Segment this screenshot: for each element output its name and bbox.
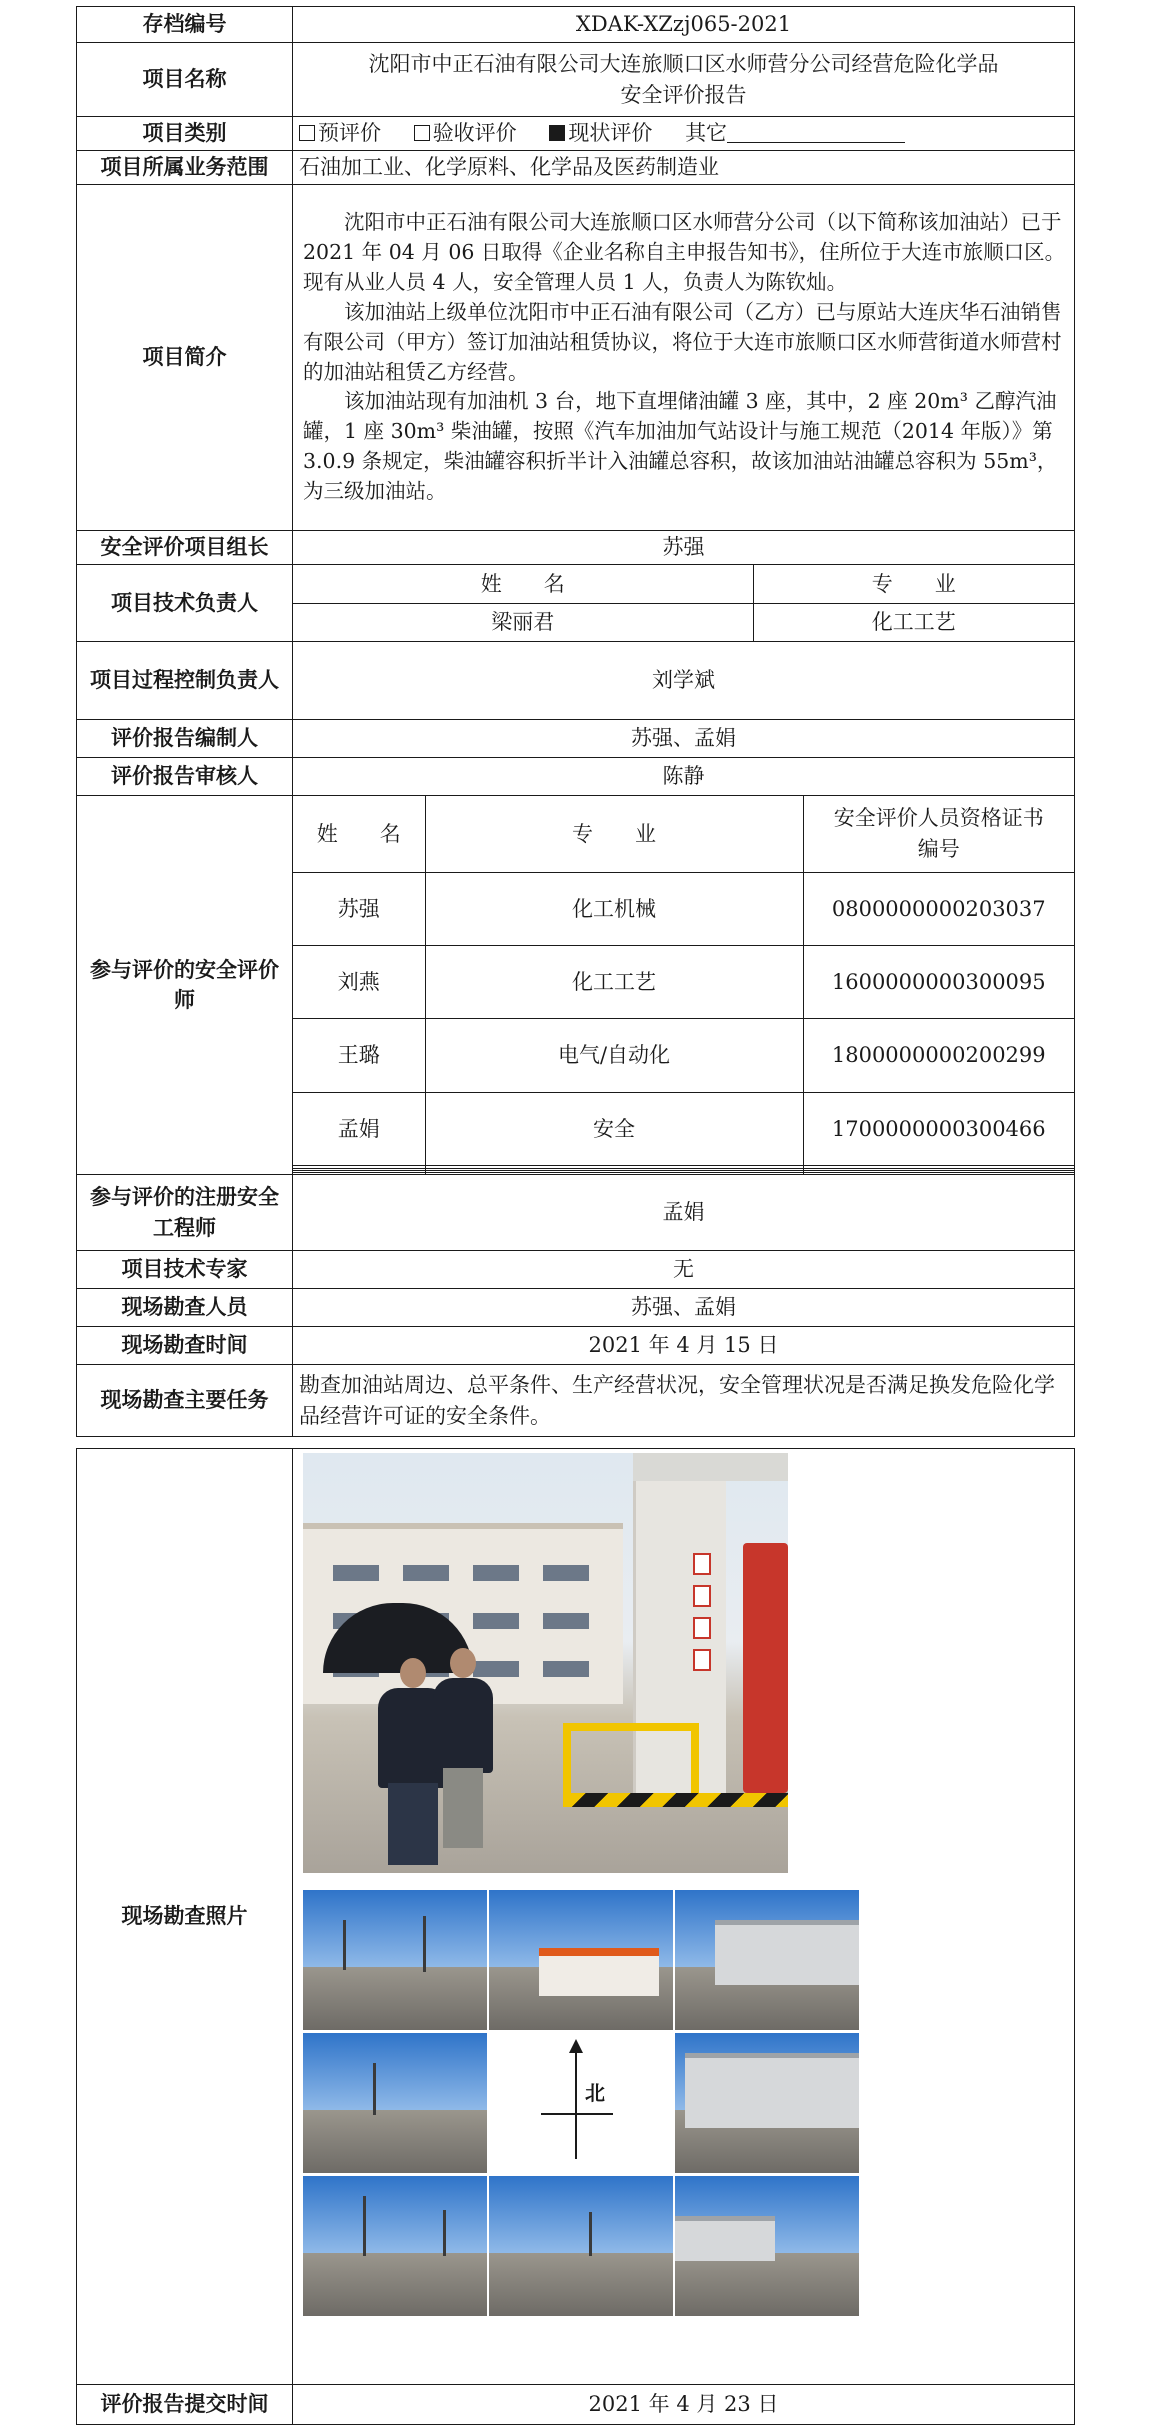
striped-curb: [563, 1793, 788, 1807]
north-compass: [489, 2033, 673, 2173]
person-legs: [388, 1783, 438, 1865]
evaluator-row: [293, 1092, 1074, 1165]
project-name-line2: 安全评价报告: [620, 82, 747, 107]
north-arrow-icon: [569, 2039, 583, 2053]
evaluator-major: 化工工艺: [425, 945, 803, 1018]
site-panorama-photo: [489, 1890, 673, 2030]
row-submit-time: [77, 2385, 1075, 2425]
survey-task-label: 现场勘查主要任务: [77, 1365, 293, 1437]
option-pre-eval[interactable]: [299, 121, 381, 145]
evaluator-major: 安全: [425, 1092, 803, 1165]
photos-area: [293, 1449, 1075, 2385]
team-leader-label: 安全评价项目组长: [77, 531, 293, 565]
business-scope-value: 石油加工业、化学原料、化学品及医药制造业: [293, 151, 1075, 185]
cert-header-line: 编号: [917, 836, 960, 861]
evaluator-name: 刘燕: [293, 945, 425, 1018]
intro-paragraph: 该加油站上级单位沈阳市中正石油有限公司（乙方）已与原站大连庆华石油销售有限公司（甲方）签订加油站租赁协议，将位于大连市旅顺口区水师营街道水师营村的加油站租赁乙方经营。: [303, 299, 1062, 384]
project-category-options: [293, 117, 1075, 151]
person-legs: [443, 1768, 483, 1848]
process-control-label: 项目过程控制负责人: [77, 642, 293, 720]
site-panorama-photo: [303, 2176, 487, 2316]
survey-time-label: 现场勘查时间: [77, 1327, 293, 1365]
photos-label: 现场勘查照片: [77, 1449, 293, 2385]
tech-expert-label: 项目技术专家: [77, 1251, 293, 1289]
row-survey-task: [77, 1365, 1075, 1437]
evaluators-label: 参与评价的安全评价师: [77, 796, 293, 1175]
station-canopy: [633, 1453, 788, 1481]
warning-sign-icon: [693, 1649, 711, 1671]
tech-expert-value: 无: [293, 1251, 1075, 1289]
option-acceptance-eval[interactable]: [414, 121, 517, 145]
row-report-reviewer: [77, 758, 1075, 796]
sky: [489, 2176, 673, 2253]
report-reviewer-label: 评价报告审核人: [77, 758, 293, 796]
evaluator-name: 苏强: [293, 872, 425, 945]
evaluator-major: 化工机械: [425, 872, 803, 945]
tech-lead-major-header: 专 业: [753, 565, 1074, 603]
site-panorama-photo: [675, 1890, 859, 2030]
utility-pole: [589, 2212, 592, 2256]
report-author-label: 评价报告编制人: [77, 720, 293, 758]
warning-sign-icon: [693, 1585, 711, 1607]
evaluator-name: 孟娟: [293, 1092, 425, 1165]
sky: [303, 2033, 487, 2110]
project-name-label: 项目名称: [77, 43, 293, 117]
registered-engineer-label: 参与评价的注册安全工程师: [77, 1175, 293, 1251]
business-scope-label: 项目所属业务范围: [77, 151, 293, 185]
fuel-dispenser: [743, 1543, 788, 1793]
person-head: [400, 1658, 426, 1688]
evaluator-row: [293, 945, 1074, 1018]
option-text: 预评价: [318, 121, 381, 146]
row-photos: [77, 1449, 1075, 2385]
process-control-value: 刘学斌: [293, 642, 1075, 720]
row-project-intro: [77, 185, 1075, 531]
utility-pole: [443, 2210, 446, 2256]
warning-sign-icon: [693, 1617, 711, 1639]
row-survey-staff: [77, 1289, 1075, 1327]
ground: [675, 2253, 859, 2316]
tech-lead-name: 梁丽君: [293, 603, 753, 641]
site-panorama-photo: [303, 1890, 487, 2030]
evaluator-major: 电气/自动化: [425, 1019, 803, 1092]
checkbox-icon[interactable]: [414, 125, 430, 141]
intro-paragraph: 该加油站现有加油机 3 台，地下直埋储油罐 3 座，其中，2 座 20m³ 乙醇汽油罐，1 座 30m³ 柴油罐，按照《汽车加油加气站设计与施工规范（2014 年版）》第 3.0.9 条规定，柴油罐容积折半计入油罐总容积，故该加油站油罐总容积为 55m³，为三级加油站。: [303, 389, 1058, 504]
warehouse-building: [715, 1920, 859, 1985]
ground: [303, 1967, 487, 2030]
option-text: 现状评价: [568, 121, 653, 146]
row-archive: [77, 7, 1075, 43]
utility-pole: [343, 1920, 346, 1970]
project-name-line1: 沈阳市中正石油有限公司大连旅顺口区水师营分公司经营危险化学品: [368, 52, 999, 77]
checkbox-icon[interactable]: [299, 125, 315, 141]
row-registered-engineer: [77, 1175, 1075, 1251]
utility-pole: [423, 1916, 426, 1972]
submit-time-label: 评价报告提交时间: [77, 2385, 293, 2425]
evaluation-form: [76, 6, 1074, 1437]
evaluator-cert: 1700000000300466: [803, 1092, 1074, 1165]
utility-pole: [373, 2063, 376, 2115]
warehouse-building: [685, 2053, 859, 2128]
site-panorama-photo: [303, 2033, 487, 2173]
compass-horizontal-line: [541, 2113, 613, 2115]
evaluator-row: [293, 1019, 1074, 1092]
archive-label: 存档编号: [77, 7, 293, 43]
row-evaluators: [77, 796, 1075, 1175]
row-team-leader: [77, 531, 1075, 565]
option-other-text: 其它: [685, 121, 728, 146]
site-panorama-photo: [675, 2033, 859, 2173]
person-body: [433, 1678, 493, 1773]
evaluator-name: 王璐: [293, 1019, 425, 1092]
photo-table: [76, 1448, 1075, 2425]
evaluator-name-header: 姓 名: [293, 796, 425, 872]
survey-time-value: 2021 年 4 月 15 日: [293, 1327, 1075, 1365]
registered-engineer-value: 孟娟: [293, 1175, 1075, 1251]
submit-time-value: 2021 年 4 月 23 日: [293, 2385, 1075, 2425]
project-intro-text: [293, 185, 1075, 531]
row-process-control: [77, 642, 1075, 720]
site-panorama-photo: [675, 2176, 859, 2316]
ground: [303, 2110, 487, 2173]
row-project-name: [77, 43, 1075, 117]
row-business-scope: [77, 151, 1075, 185]
report-reviewer-value: 陈静: [293, 758, 1075, 796]
site-panorama-photo: [489, 2176, 673, 2316]
project-intro-label: 项目简介: [77, 185, 293, 531]
sky: [303, 1890, 487, 1967]
evaluator-cert: 1600000000300095: [803, 945, 1074, 1018]
other-blank-line: [727, 124, 905, 143]
person-head: [450, 1648, 476, 1678]
survey-staff-value: 苏强、孟娟: [293, 1289, 1075, 1327]
row-project-category: [77, 117, 1075, 151]
option-other: [685, 121, 905, 145]
intro-paragraph: 沈阳市中正石油有限公司大连旅顺口区水师营分公司（以下简称该加油站）已于 2021 年 04 月 06 日取得《企业名称自主申报告知书》，住所位于大连市旅顺口区。现有从业人员 4 人，安全管理人员 1 人，负责人为陈钦灿。: [303, 209, 1066, 294]
tech-lead-label: 项目技术负责人: [77, 565, 293, 642]
row-tech-expert: [77, 1251, 1075, 1289]
report-author-value: 苏强、孟娟: [293, 720, 1075, 758]
tech-lead-subtable: [293, 565, 1075, 642]
evaluator-cert-header: [803, 796, 1074, 872]
evaluator-cert: 0800000000203037: [803, 872, 1074, 945]
utility-pole: [363, 2196, 366, 2256]
tech-lead-major: 化工工艺: [753, 603, 1074, 641]
survey-staff-label: 现场勘查人员: [77, 1289, 293, 1327]
warning-sign-icon: [693, 1553, 711, 1575]
ground: [489, 2253, 673, 2316]
safety-barrier: [563, 1723, 699, 1801]
option-status-eval[interactable]: [549, 121, 652, 145]
archive-value: XDAK-XZzj065-2021: [293, 7, 1075, 43]
evaluator-cert: 1800000000200299: [803, 1019, 1074, 1092]
evaluator-row: [293, 872, 1074, 945]
survey-task-value: 勘查加油站周边、总平条件、生产经营状况，安全管理状况是否满足换发危险化学品经营许可证的安全条件。: [293, 1365, 1075, 1437]
compass-vertical-line: [575, 2047, 577, 2159]
info-table: [76, 6, 1075, 1437]
team-leader-value: 苏强: [293, 531, 1075, 565]
tech-lead-name-header: 姓 名: [293, 565, 753, 603]
photo-sheet: [76, 1448, 1074, 2425]
warehouse-building: [675, 2216, 775, 2261]
evaluator-major-header: 专 业: [425, 796, 803, 872]
checked-box-icon[interactable]: [549, 125, 565, 141]
building-windows: [333, 1565, 603, 1581]
row-survey-time: [77, 1327, 1075, 1365]
project-category-label: 项目类别: [77, 117, 293, 151]
site-survey-photo: [303, 1453, 788, 1873]
sky: [303, 2176, 487, 2253]
row-report-author: [77, 720, 1075, 758]
north-label: 北: [585, 2081, 605, 2105]
station-store: [539, 1948, 659, 1996]
ground: [303, 2253, 487, 2316]
cert-header-line: 安全评价人员资格证书: [833, 806, 1044, 831]
row-tech-lead: [77, 565, 1075, 642]
evaluators-subtable: [293, 796, 1075, 1175]
project-name-value: [293, 43, 1075, 117]
option-text: 验收评价: [432, 121, 517, 146]
